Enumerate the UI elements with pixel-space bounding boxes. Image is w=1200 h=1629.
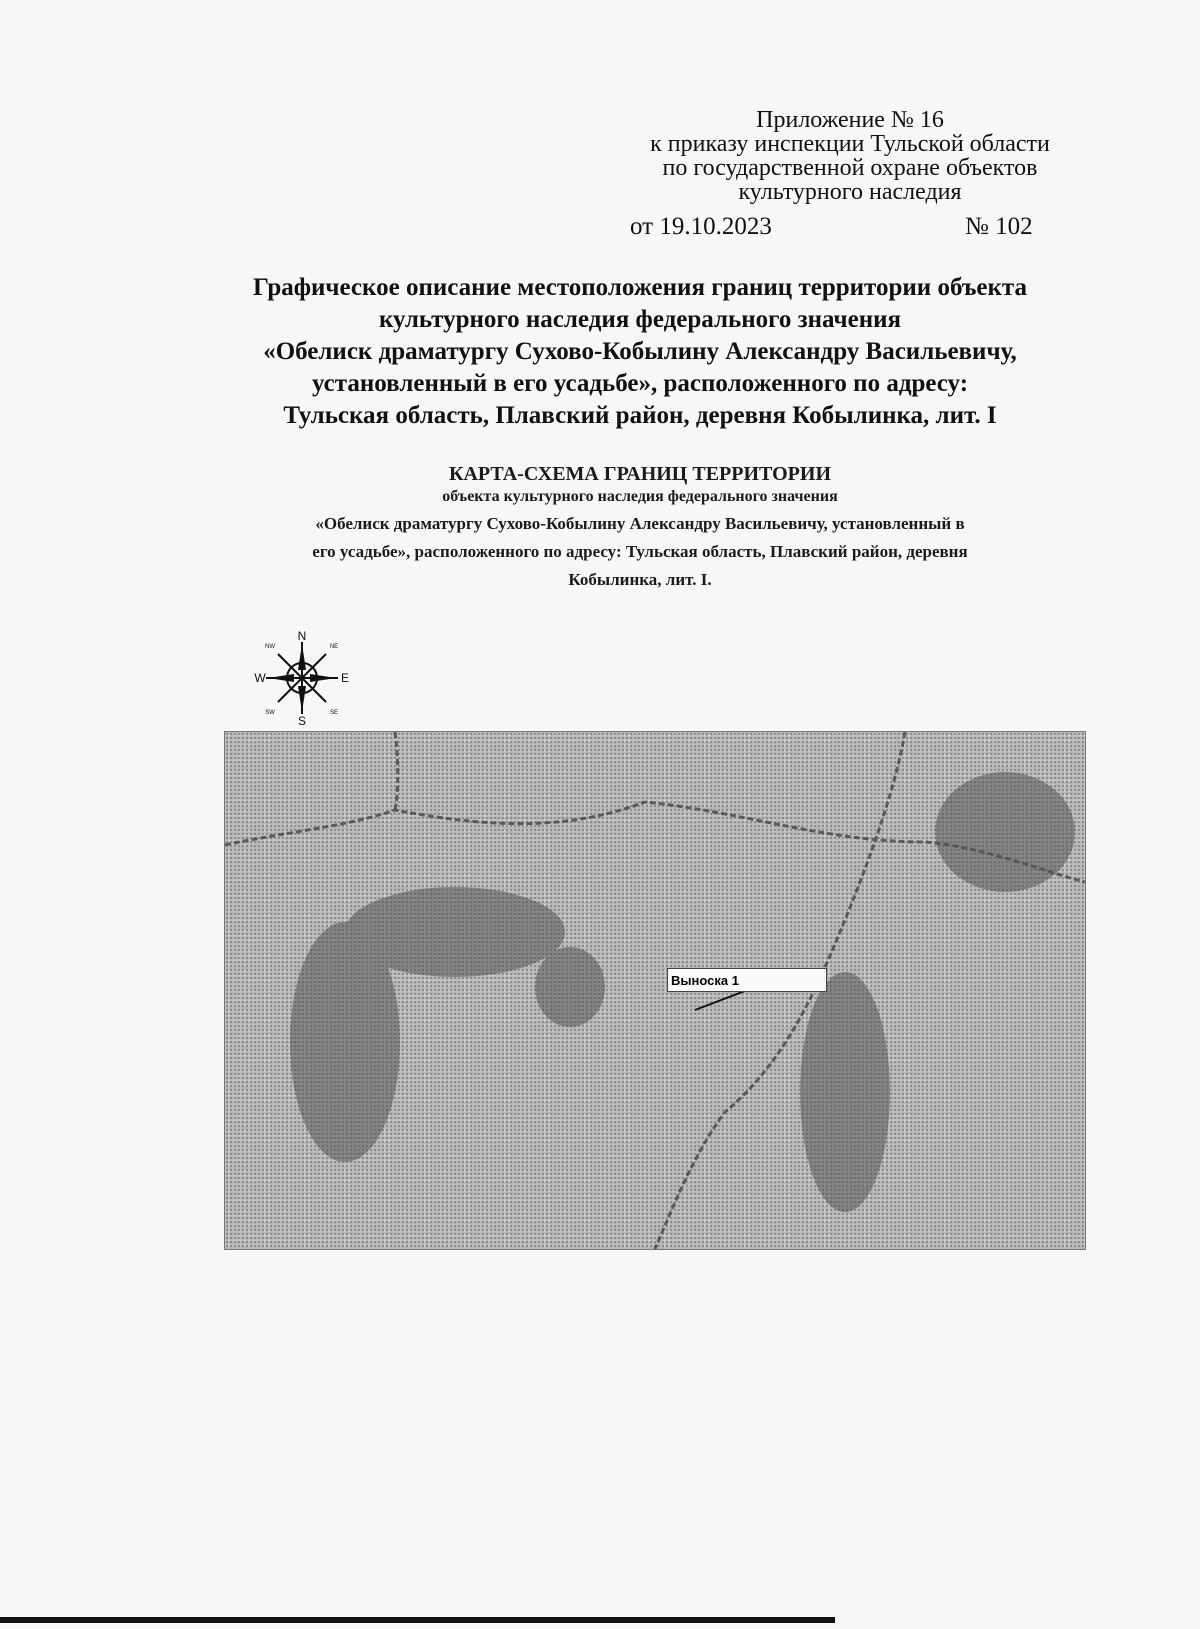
document-title bbox=[150, 272, 1130, 432]
map-tree-cluster-ne bbox=[935, 772, 1075, 892]
map-features bbox=[225, 732, 1085, 1249]
scheme-line-1: «Обелиск драматургу Сухово-Кобылину Александру Васильевичу, установленный в bbox=[315, 514, 965, 533]
compass-rose-icon bbox=[254, 630, 350, 726]
map-tree-belt-right bbox=[800, 972, 890, 1212]
map-tree-cluster bbox=[535, 947, 605, 1027]
compass-w-label: W bbox=[254, 671, 266, 685]
scheme-subtitle: объекта культурного наследия федерального значения bbox=[442, 488, 838, 505]
scheme-description bbox=[180, 510, 1100, 594]
scheme-title: КАРТА-СХЕМА ГРАНИЦ ТЕРРИТОРИИ bbox=[448, 463, 831, 485]
title-line-1: Графическое описание местоположения границ территории объекта bbox=[252, 274, 1027, 301]
scan-bottom-edge bbox=[0, 1617, 835, 1623]
compass-n-label: N bbox=[297, 630, 307, 643]
title-line-2: культурного наследия федерального значения bbox=[378, 306, 902, 333]
compass-ne-label: NE bbox=[329, 644, 339, 650]
appendix-authority: по государственной охране объектов bbox=[662, 155, 1038, 181]
title-line-5: Тульская область, Плавский район, деревня Кобылинка, лит. I bbox=[283, 402, 997, 429]
satellite-map-image bbox=[224, 731, 1086, 1250]
map-scheme-heading bbox=[180, 462, 1100, 594]
compass-nw-label: NW bbox=[265, 644, 275, 650]
map-tree-belt-top bbox=[345, 887, 565, 977]
compass-e-label: E bbox=[340, 671, 350, 685]
order-number: № 102 bbox=[965, 213, 1033, 240]
appendix-authority-cont: культурного наследия bbox=[738, 179, 962, 205]
appendix-order-ref: к приказу инспекции Тульской области bbox=[650, 131, 1050, 157]
scheme-line-3: Кобылинка, лит. I. bbox=[568, 570, 712, 589]
order-date: от 19.10.2023 bbox=[630, 213, 772, 240]
appendix-number: Приложение № 16 bbox=[756, 107, 944, 133]
map-track-line bbox=[395, 732, 398, 810]
compass-se-label: SE bbox=[329, 710, 339, 716]
title-line-3: «Обелиск драматургу Сухово-Кобылину Александру Васильевичу, bbox=[263, 338, 1017, 365]
appendix-header bbox=[600, 108, 1100, 204]
map-callout-label: Выноска 1 bbox=[667, 968, 827, 992]
title-line-4: установленный в его усадьбе», расположенного по адресу: bbox=[311, 370, 969, 397]
compass-sw-label: SW bbox=[265, 710, 275, 716]
compass-s-label: S bbox=[297, 714, 307, 726]
scheme-line-2: его усадьбе», расположенного по адресу: Тульская область, Плавский район, деревня bbox=[312, 542, 968, 561]
